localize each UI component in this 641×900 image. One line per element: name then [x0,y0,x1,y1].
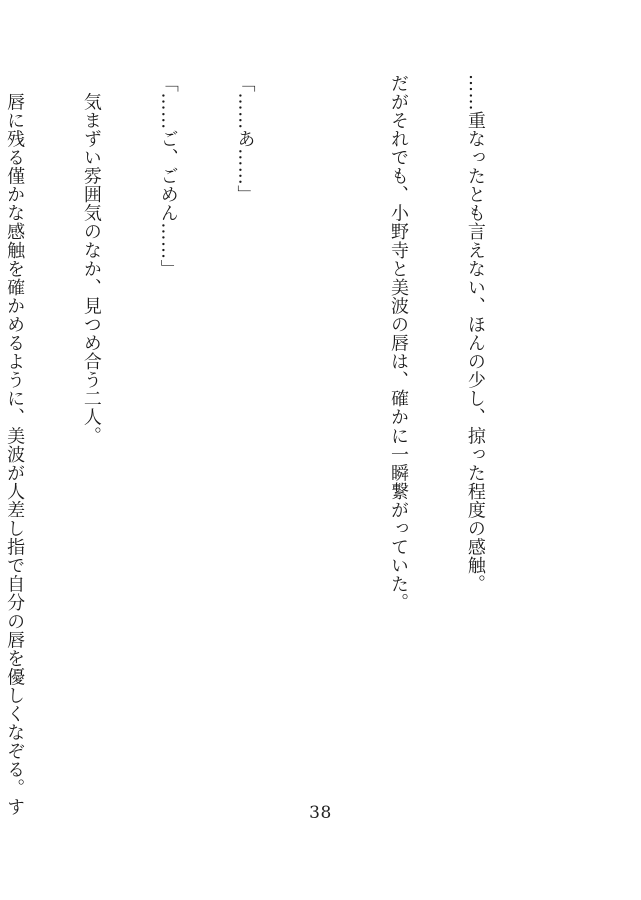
text-line: 「……ご、ごめん……」 [157,74,179,279]
blank-line [309,74,335,734]
text-line: ……重なったとも言えない、ほんの少し、掠った程度の感触。 [464,74,486,594]
text-line: 「……あ……」 [234,74,256,204]
page-number: 38 [309,803,332,823]
text-line: 唇に残る僅かな感触を確かめるように、美波が人差し指で自分の唇を優しくなぞる。す [4,74,26,816]
text-line: だがそれでも、小野寺と美波の唇は、確かに一瞬繋がっていた。 [388,74,410,612]
text-line: 気まずい雰囲気のなか、見つめ合う二人。 [80,74,102,445]
